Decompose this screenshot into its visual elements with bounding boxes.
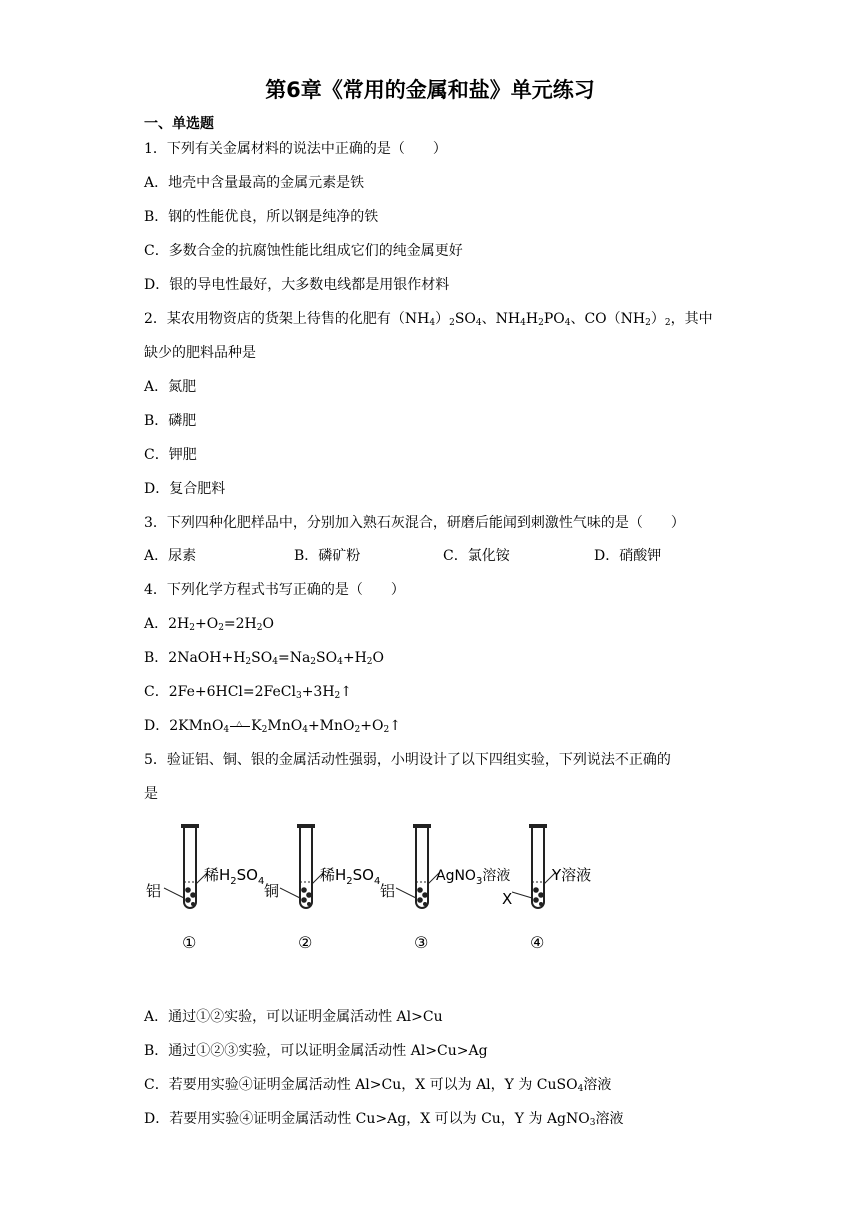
- question-2-option-c[interactable]: C．钾肥: [144, 447, 197, 463]
- test-tube-2: [280, 824, 324, 908]
- question-2-stem-line-2: 缺少的肥料品种是: [144, 345, 256, 361]
- question-1-option-b[interactable]: B．钢的性能优良，所以钢是纯净的铁: [144, 209, 379, 225]
- question-5-stem-line-2: 是: [144, 786, 158, 802]
- tube-1-solution-label: 稀$H_2SO_4$: [204, 866, 265, 887]
- tube-4-metal-label: X: [502, 890, 513, 908]
- question-1-option-a[interactable]: A．地壳中含量最高的金属元素是铁: [144, 175, 365, 191]
- tube-3-solution-label: AgNO$_3$溶液: [436, 868, 511, 887]
- tube-4-solution-label: Y溶液: [552, 866, 592, 884]
- test-tube-figure: [140, 818, 620, 958]
- tube-2-solution-label: 稀$H_2SO_4$: [320, 866, 381, 887]
- question-2-option-d[interactable]: D．复合肥料: [144, 481, 226, 497]
- tube-2-number: ②: [298, 933, 313, 952]
- question-2-option-a[interactable]: A．氮肥: [144, 379, 197, 395]
- section-heading: 一、单选题: [144, 116, 214, 132]
- tube-1-number: ①: [182, 933, 197, 952]
- question-5-option-b[interactable]: B．通过①②③实验，可以证明金属活动性 Al>Cu>Ag: [144, 1043, 488, 1059]
- tube-4-number: ④: [530, 933, 545, 952]
- test-tube-4: [512, 824, 556, 908]
- question-3-option-c[interactable]: C．氯化铵: [443, 548, 510, 564]
- question-2-stem: 2．某农用物资店的货架上待售的化肥有$(NH_4)_2SO_4$、$NH_4H_2PO_4$、$CO(NH_2)_2$，其中: [144, 311, 713, 328]
- question-4-option-b[interactable]: B．$2NaOH+H_2SO_4=Na_2SO_4+H_2O$: [144, 650, 385, 667]
- question-1-option-c[interactable]: C．多数合金的抗腐蚀性能比组成它们的纯金属更好: [144, 243, 463, 259]
- question-4-option-d[interactable]: D．2KMnO$_4$ △ $K_2MnO_4+MnO_2+O_2↑$: [144, 718, 401, 735]
- test-tube-1: [164, 824, 208, 908]
- question-3-option-d[interactable]: D．硝酸钾: [594, 548, 662, 564]
- heating-condition-mark: △: [229, 718, 251, 732]
- tube-3-metal-label: 铝: [380, 882, 396, 900]
- question-4-option-a[interactable]: A．$2H_2+O_2=2H_2O$: [144, 616, 274, 633]
- question-2-option-b[interactable]: B．磷肥: [144, 413, 197, 429]
- question-4-option-c[interactable]: C．$2Fe+6HCl=2FeCl_3+3H_2↑$: [144, 684, 353, 701]
- tube-2-metal-label: 铜: [264, 882, 280, 900]
- test-tube-3: [396, 824, 440, 908]
- question-5-option-d[interactable]: D．若要用实验④证明金属活动性 Cu>Ag，X 可以为 Cu，Y 为 AgNO$_3$溶液: [144, 1111, 624, 1128]
- question-3-option-a[interactable]: A．尿素: [144, 548, 197, 564]
- question-5-stem: 5．验证铝、铜、银的金属活动性强弱，小明设计了以下四组实验，下列说法不正确的: [144, 752, 671, 768]
- question-3-stem: 3．下列四种化肥样品中，分别加入熟石灰混合，研磨后能闻到刺激性气味的是（ ）: [144, 515, 685, 531]
- page-title: 第6章《常用的金属和盐》单元练习: [265, 78, 595, 102]
- tube-1-metal-label: 铝: [146, 882, 162, 900]
- question-3-option-b[interactable]: B．磷矿粉: [294, 548, 361, 564]
- question-5-option-c[interactable]: C．若要用实验④证明金属活动性 Al>Cu，X 可以为 Al，Y 为 CuSO$_4$溶液: [144, 1077, 612, 1094]
- question-1-option-d[interactable]: D．银的导电性最好，大多数电线都是用银作材料: [144, 277, 450, 293]
- question-4-stem: 4．下列化学方程式书写正确的是（ ）: [144, 582, 405, 598]
- question-5-option-a[interactable]: A．通过①②实验，可以证明金属活动性 Al>Cu: [144, 1009, 443, 1025]
- tube-3-number: ③: [414, 933, 429, 952]
- question-1-stem: 1．下列有关金属材料的说法中正确的是（ ）: [144, 141, 447, 157]
